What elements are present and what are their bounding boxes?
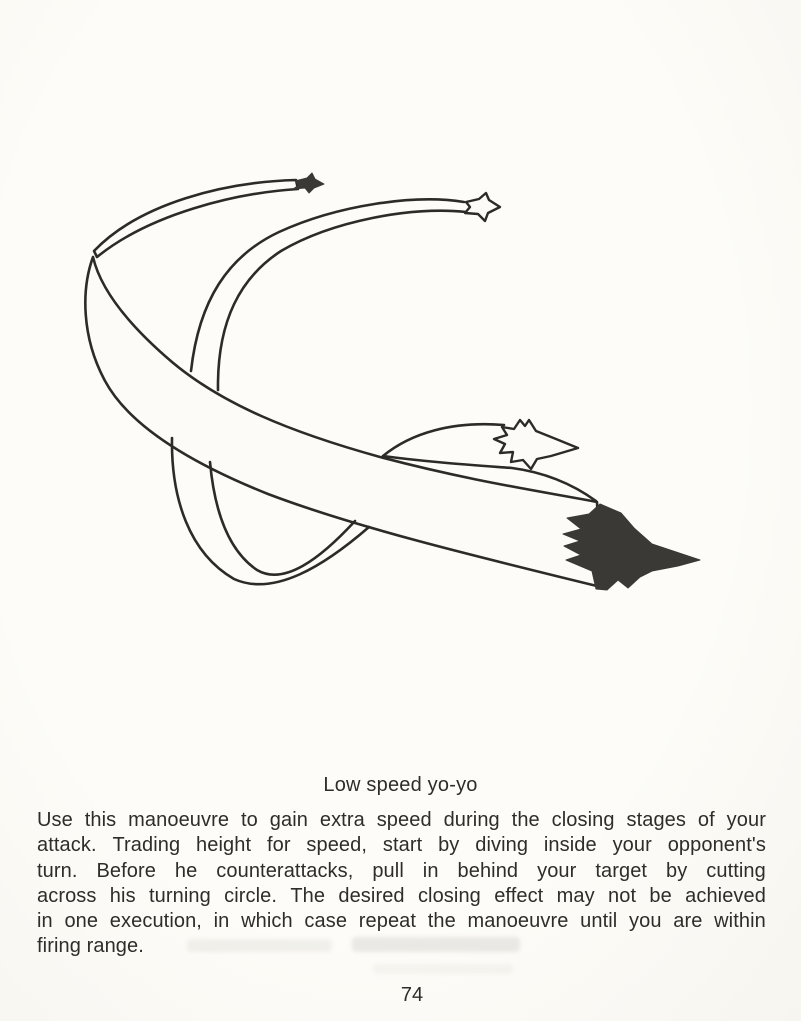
page-number: 74 (400, 984, 424, 1006)
paragraph-line: turn. Before he counterattacks, pull in behind your target by cutting (37, 859, 766, 882)
defender-current-jet-icon (494, 420, 578, 469)
paragraph-line: attack. Trading height for speed, start by diving inside your opponent's (37, 834, 766, 857)
defender-path-upper-edge-a (191, 199, 464, 371)
figure-caption: Low speed yo-yo (323, 774, 478, 796)
attacker-path-ribbon (85, 257, 601, 587)
paragraph-line: Use this manoeuvre to gain extra speed during the closing stages of your (37, 809, 766, 831)
body-paragraph (37, 808, 766, 960)
paragraph-line: in one execution, in which case repeat the manoeuvre until you are within (37, 910, 766, 933)
defender-start-jet-icon (465, 193, 500, 221)
attacker-predive-ribbon (94, 180, 298, 257)
show-through-smudge (373, 964, 513, 974)
paragraph-line: across his turning circle. The desired closing effect may not be achieved (37, 884, 766, 907)
paragraph-line: firing range. (37, 935, 144, 958)
defender-final-arc-upper (383, 424, 504, 456)
defender-path-upper-edge-b (218, 211, 466, 390)
